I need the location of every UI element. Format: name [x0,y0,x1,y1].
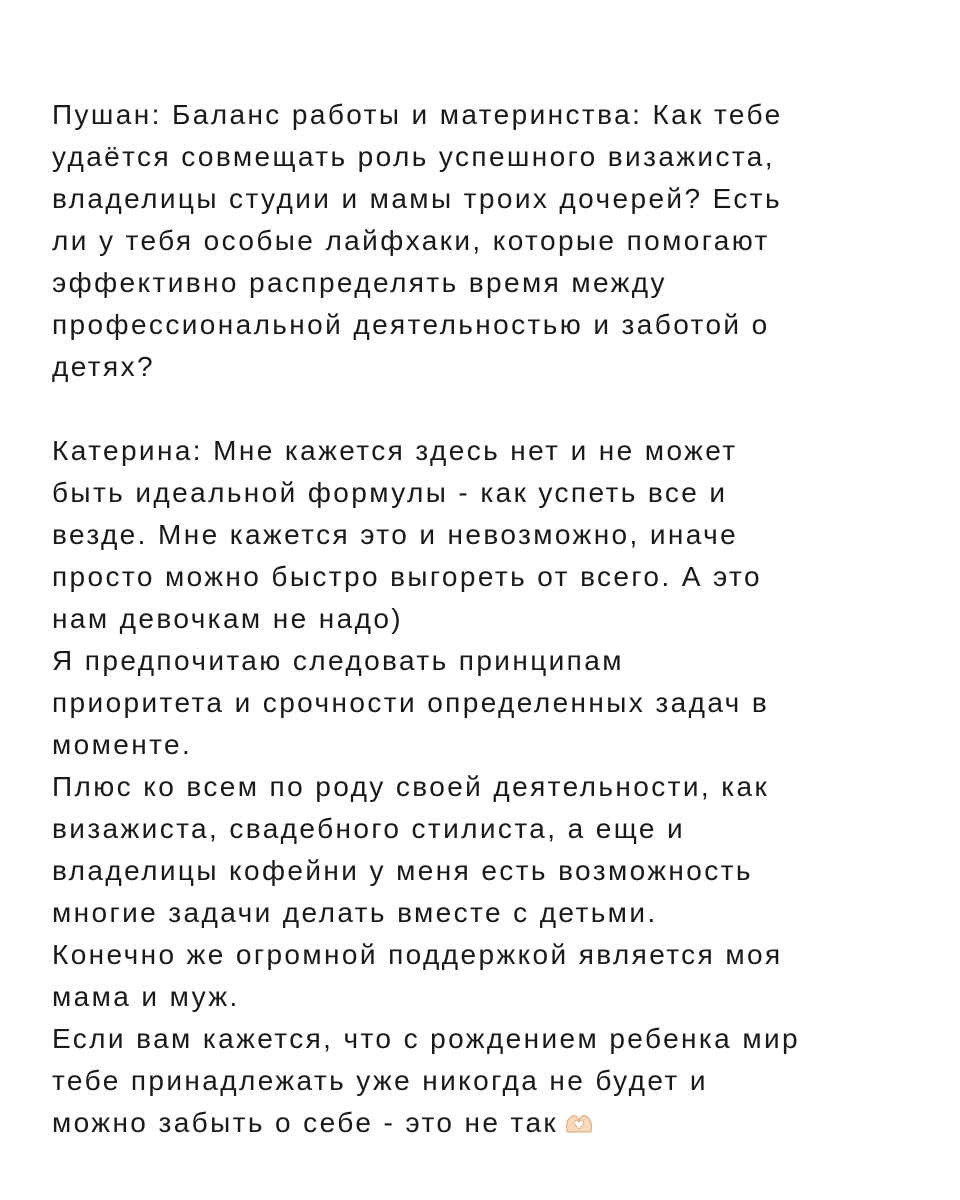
answer-line: нам девочкам не надо) [52,603,404,634]
answer-line: быть идеальной формулы - как успеть все и [52,477,728,508]
question-line: профессиональной деятельностью и заботой о [52,309,770,340]
answer-line: Если вам кажется, что с рождением ребенка мир [52,1023,800,1054]
interview-text [52,94,932,1144]
answer-last-line [52,1102,932,1144]
answer-line: приоритета и срочности определенных задач в [52,687,770,718]
answer-line: мама и муж. [52,981,240,1012]
answer-block [52,430,932,1144]
answer-line: просто можно быстро выгореть от всего. А это [52,561,762,592]
answer-line: тебе принадлежать уже никогда не будет и [52,1065,708,1096]
question-block [52,94,932,388]
answer-line: визажиста, свадебного стилиста, а еще и [52,813,686,844]
answer-line: многие задачи делать вместе с детьми. [52,897,658,928]
answer-line: можно забыть о себе - это не так [52,1107,559,1138]
answer-line: Катерина: Мне кажется здесь нет и не может [52,435,738,466]
answer-line: Плюс ко всем по роду своей деятельности, как [52,771,770,802]
question-line: удаётся совмещать роль успешного визажиста, [52,141,775,172]
paragraph-gap [52,388,932,430]
question-line: Пушан: Баланс работы и материнства: Как тебе [52,99,783,130]
question-line: владелицы студии и мамы троих дочерей? Есть [52,183,783,214]
question-line: ли у тебя особые лайфхаки, которые помогают [52,225,770,256]
answer-line: моменте. [52,729,193,760]
question-line: детях? [52,351,155,382]
heart-hands-icon [564,1112,594,1134]
answer-line: владелицы кофейни у меня есть возможность [52,855,753,886]
answer-line: везде. Мне кажется это и невозможно, иначе [52,519,739,550]
answer-line: Я предпочитаю следовать принципам [52,645,624,676]
answer-line: Конечно же огромной поддержкой является моя [52,939,783,970]
question-line: эффективно распределять время между [52,267,667,298]
